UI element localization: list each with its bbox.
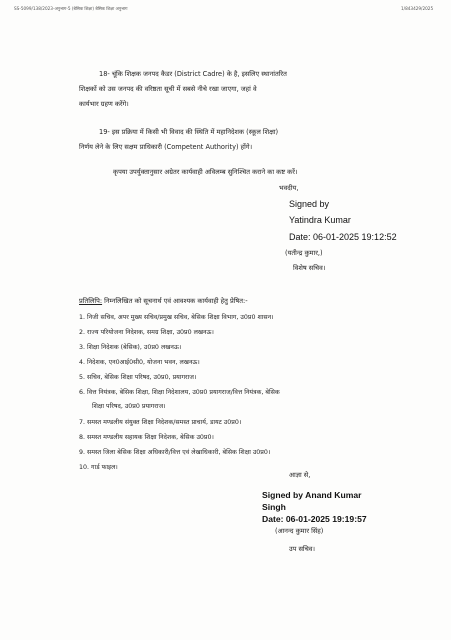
signature-date: Date: 06-01-2025 19:12:52 (289, 232, 397, 242)
signer-name: Yatindra Kumar (289, 215, 351, 225)
request-line: कृपया उपर्युक्तानुसार अग्रेतर कार्यवाही अविलम्ब सुनिश्चित कराने का कष्ट करें। (113, 168, 298, 176)
signer-hindi-name: (यतीन्द्र कुमार,) (285, 249, 323, 257)
copy-item: 7. समस्त मण्डलीय संयुक्त शिक्षा निदेशक/समस्त प्राचार्य, डायट उ0प्र0। (79, 419, 242, 426)
signer-name-continued: Singh (262, 502, 286, 512)
copy-heading: प्रतिलिपि: (79, 297, 103, 305)
copy-item: 1. निजी सचिव, अपर मुख्य सचिव/प्रमुख सचिव, बेसिक शिक्षा विभाग, उ0प्र0 शासन। (79, 314, 274, 321)
copy-item-continued: शिक्षा परिषद, उ0प्र0 प्रयागराज। (92, 403, 166, 410)
para19-line2: निर्णय लेने के लिए सक्षम प्राधिकारी (Competent Authority) होंगे। (79, 143, 253, 151)
para18-line2: शिक्षकों को उस जनपद की वरिष्ठता सूची में सबसे नीचे रखा जाएगा, जहां वे (79, 85, 257, 93)
signed-by-label: Signed by (289, 199, 330, 209)
signer-designation: उप सचिव। (289, 545, 315, 553)
copy-item: 10. गार्ड फाइल। (79, 464, 118, 471)
document-number: 1/843429/2025 (401, 6, 434, 11)
signed-by-label: Signed by Anand Kumar (262, 490, 362, 500)
signer-hindi-name: (आनन्द कुमार सिंह) (275, 527, 324, 535)
copy-item: 8. समस्त मण्डलीय सहायक शिक्षा निदेशक, बेसिक उ0प्र0। (79, 434, 214, 441)
signature-date: Date: 06-01-2025 19:19:57 (262, 514, 367, 524)
copy-item: 2. राज्य परियोजना निदेशक, समग्र शिक्षा, उ0प्र0 लखनऊ। (79, 329, 214, 336)
para18-line3: कार्यभार ग्रहण करेंगे। (79, 100, 129, 108)
copy-item: 9. समस्त जिला बेसिक शिक्षा अधिकारी/वित्त एवं लेखाधिकारी, बेसिक शिक्षा उ0प्र0। (79, 449, 271, 456)
para19-line1: 19- इस प्रक्रिया में किसी भी विवाद की स्थिति में महानिदेशक (स्कूल शिक्षा) (99, 128, 279, 136)
file-reference: SS-5099/138/2023-अनुभाग-5 (बेसिक शिक्षा) बेसिक शिक्षा अनुभाग (14, 6, 128, 11)
copy-heading-line (79, 298, 248, 305)
copy-item: 3. शिक्षा निदेशक (बेसिक), उ0प्र0 लखनऊ। (79, 344, 182, 351)
signer-designation: विशेष सचिव। (293, 264, 326, 272)
order-label: आज्ञा से, (289, 471, 311, 479)
copy-item: 5. सचिव, बेसिक शिक्षा परिषद, उ0प्र0, प्रयागराज। (79, 374, 197, 381)
salutation: भवदीय, (279, 184, 299, 192)
para18-line1: 18- चूंकि शिक्षक जनपद कैडर (District Cadre) के है, इसलिए स्थानांतरित (99, 70, 287, 78)
copy-item: 4. निदेशक, एन0आई0सी0, योजना भवन, लखनऊ। (79, 359, 200, 366)
copy-heading-text: निम्नलिखित को सूचनार्थ एवं आवश्यक कार्यवाही हेतु प्रेषित:- (102, 297, 248, 305)
copy-item: 6. वित्त नियंत्रक, बेसिक शिक्षा, शिक्षा निदेशालय, उ0प्र0 प्रयागराज/वित्त नियंत्रक, बेसिक (79, 389, 280, 396)
